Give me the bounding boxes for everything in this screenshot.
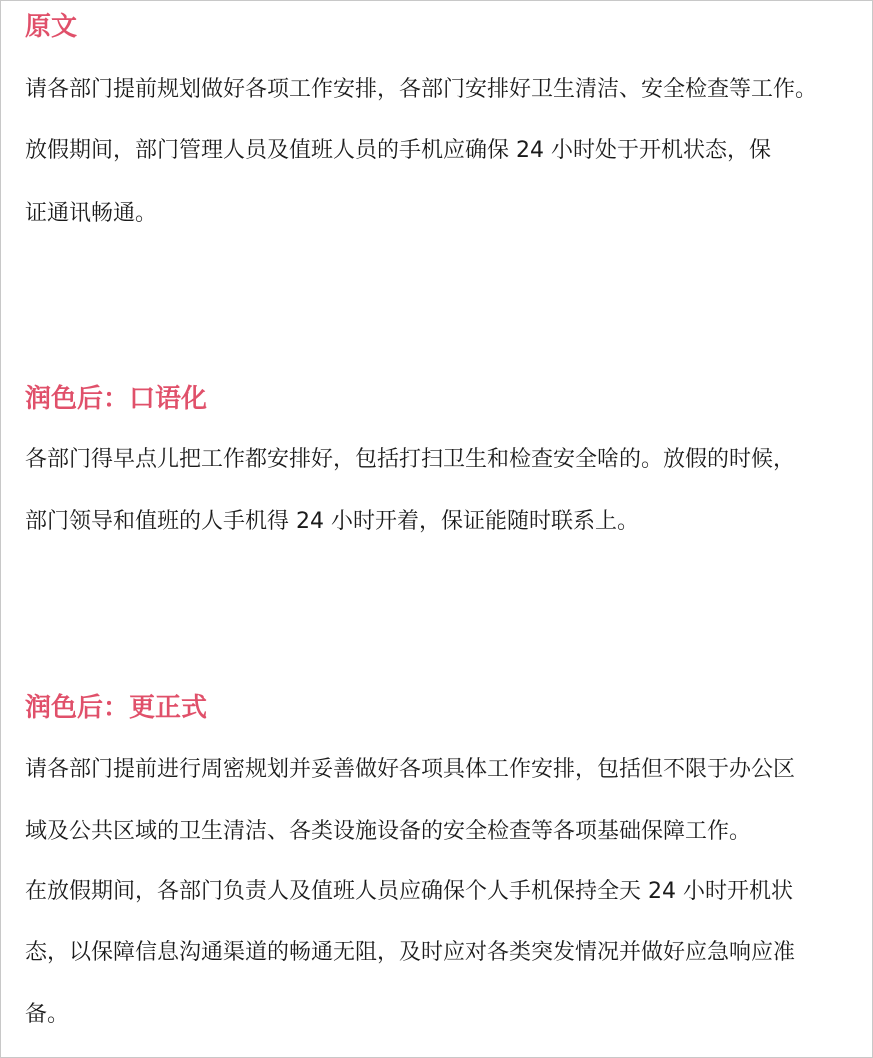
section-title-original: 原文 (25, 12, 78, 42)
formal-text-line-5: 备。 (25, 1002, 70, 1027)
original-text-line-1: 请各部门提前规划做好各项工作安排，各部门安排好卫生清洁、安全检查等工作。 (25, 77, 818, 102)
original-text-line-2: 放假期间，部门管理人员及值班人员的手机应确保 24 小时处于开机状态，保 (25, 138, 771, 163)
section-title-formal: 润色后：更正式 (25, 693, 208, 723)
original-text-line-3: 证通讯畅通。 (25, 201, 158, 226)
section-title-colloquial: 润色后：口语化 (25, 384, 208, 414)
formal-text-line-1: 请各部门提前进行周密规划并妥善做好各项具体工作安排，包括但不限于办公区 (25, 757, 796, 782)
formal-text-line-4: 态，以保障信息沟通渠道的畅通无阻，及时应对各类突发情况并做好应急响应准 (25, 940, 796, 965)
formal-text-line-2: 域及公共区域的卫生清洁、各类设施设备的安全检查等各项基础保障工作。 (25, 819, 752, 844)
colloquial-text-line-2: 部门领导和值班的人手机得 24 小时开着，保证能随时联系上。 (25, 509, 639, 534)
formal-text-line-3: 在放假期间，各部门负责人及值班人员应确保个人手机保持全天 24 小时开机状 (25, 879, 793, 904)
colloquial-text-line-1: 各部门得早点儿把工作都安排好，包括打扫卫生和检查安全啥的。放假的时候， (25, 447, 796, 472)
